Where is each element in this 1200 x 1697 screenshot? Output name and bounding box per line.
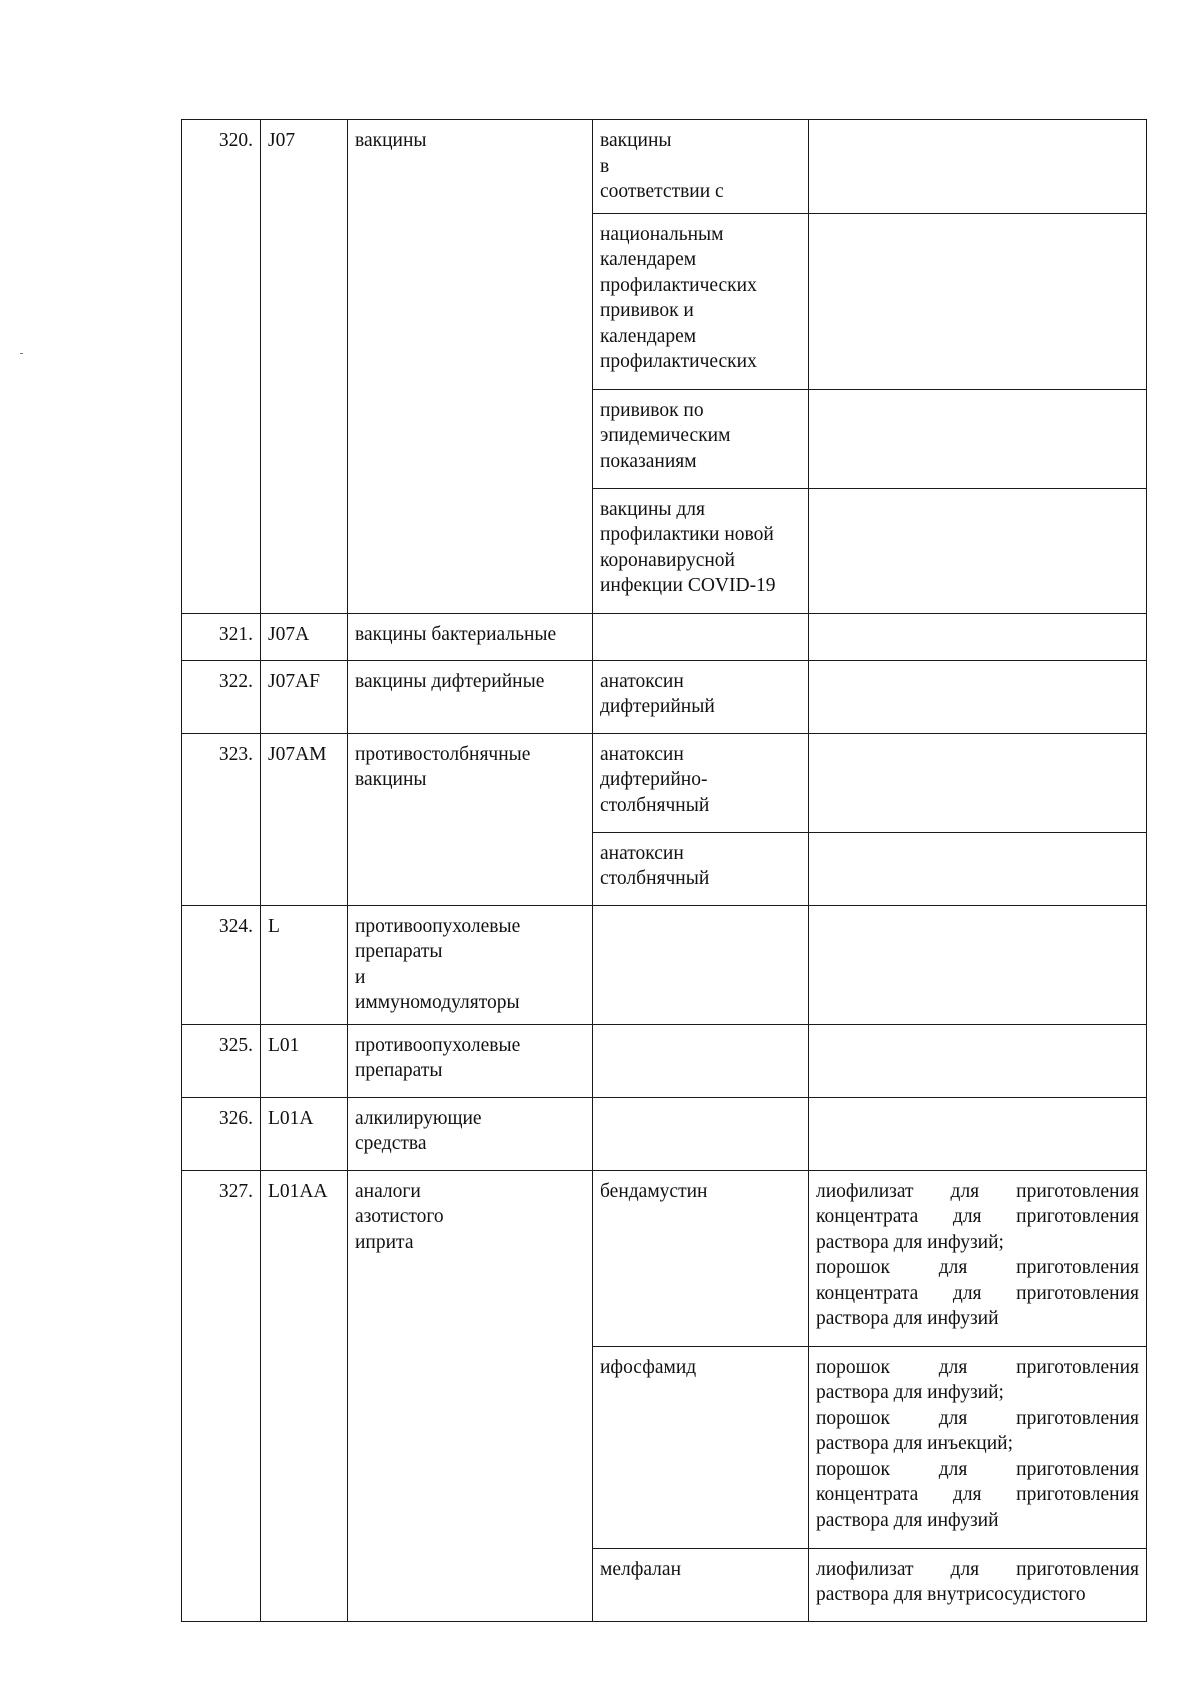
- dosage-form: порошок для приготовления раствора для инфузий; порошок для приготовления раствора для инъекций; порошок для приготовления концентрата для приготовления раствора для инфузий: [809, 1346, 1147, 1548]
- row-number: 326.: [182, 1097, 261, 1170]
- group-name: алкилирующие средства: [348, 1097, 593, 1170]
- dosage-form: [809, 120, 1147, 214]
- atc-code: J07AM: [261, 733, 348, 905]
- atc-code: L: [261, 905, 348, 1024]
- dosage-form: [809, 488, 1147, 613]
- row-number: 325.: [182, 1024, 261, 1097]
- row-number: 321.: [182, 613, 261, 660]
- group-name: противоопухолевые препараты: [348, 1024, 593, 1097]
- atc-code: J07: [261, 120, 348, 614]
- drug-name: бендамустин: [593, 1170, 809, 1346]
- drug-name: прививок по эпидемическим показаниям: [593, 389, 809, 488]
- medication-table: [181, 119, 1147, 1622]
- drug-name: анатоксин дифтерийный: [593, 660, 809, 733]
- drug-name: ифосфамид: [593, 1346, 809, 1548]
- atc-code: L01A: [261, 1097, 348, 1170]
- dosage-form: [809, 213, 1147, 389]
- group-name: вакцины дифтерийные: [348, 660, 593, 733]
- drug-name: мелфалан: [593, 1548, 809, 1621]
- drug-name: [593, 613, 809, 660]
- drug-name: анатоксин дифтерийно- столбнячный: [593, 733, 809, 832]
- atc-code: L01: [261, 1024, 348, 1097]
- row-number: 322.: [182, 660, 261, 733]
- row-number: 324.: [182, 905, 261, 1024]
- dosage-form: [809, 905, 1147, 1024]
- atc-code: J07AF: [261, 660, 348, 733]
- row-number: 327.: [182, 1170, 261, 1621]
- dosage-form: [809, 389, 1147, 488]
- table-row: [182, 1024, 1147, 1097]
- drug-name: вакцины в соответствии с: [593, 120, 809, 214]
- atc-code: J07A: [261, 613, 348, 660]
- table-row: [182, 905, 1147, 1024]
- drug-name: национальным календарем профилактических прививок и календарем профилактических: [593, 213, 809, 389]
- table-row: [182, 733, 1147, 832]
- dosage-form: [809, 660, 1147, 733]
- table-row: [182, 613, 1147, 660]
- group-name: противостолбнячные вакцины: [348, 733, 593, 905]
- table-row: [182, 1170, 1147, 1346]
- table-row: [182, 120, 1147, 214]
- drug-name: [593, 905, 809, 1024]
- table-row: [182, 660, 1147, 733]
- group-name: противоопухолевые препараты и иммуномодуляторы: [348, 905, 593, 1024]
- drug-name: анатоксин столбнячный: [593, 832, 809, 905]
- dosage-form: лиофилизат для приготовления раствора для внутрисосудистого: [809, 1548, 1147, 1621]
- table-row: [182, 1097, 1147, 1170]
- group-name: вакцины: [348, 120, 593, 614]
- drug-name: вакцины для профилактики новой коронавирусной инфекции COVID-19: [593, 488, 809, 613]
- row-number: 320.: [182, 120, 261, 614]
- dosage-form: [809, 832, 1147, 905]
- dosage-form: [809, 1024, 1147, 1097]
- drug-name: [593, 1097, 809, 1170]
- dosage-form: лиофилизат для приготовления концентрата для приготовления раствора для инфузий; порошок для приготовления концентрата для приготовления раствора для инфузий: [809, 1170, 1147, 1346]
- scan-speck: [20, 353, 23, 354]
- row-number: 323.: [182, 733, 261, 905]
- atc-code: L01AA: [261, 1170, 348, 1621]
- dosage-form: [809, 613, 1147, 660]
- dosage-form: [809, 733, 1147, 832]
- dosage-form: [809, 1097, 1147, 1170]
- group-name: аналоги азотистого иприта: [348, 1170, 593, 1621]
- group-name: вакцины бактериальные: [348, 613, 593, 660]
- drug-name: [593, 1024, 809, 1097]
